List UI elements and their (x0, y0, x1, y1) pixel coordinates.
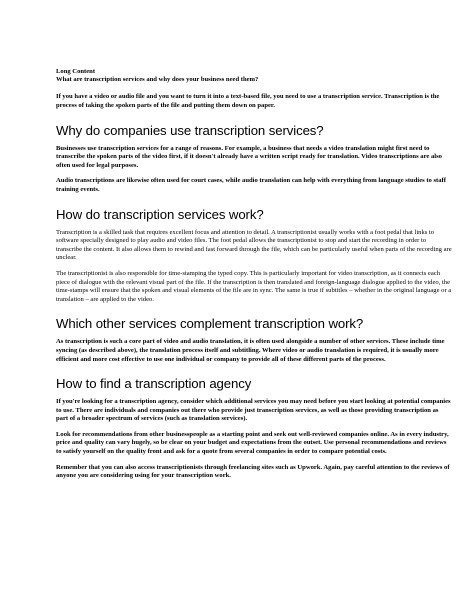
section-why-paragraph-2: Audio transcriptions are likewise often used for court cases, while audio translation can help with everything from language studies to staff training events. (56, 177, 446, 193)
section-why-paragraph-1: Businesses use transcription services for a range of reasons. For example, a business that needs a video translation might first need to transcribe the spoken parts of the video first, if it doesn't already have a written script ready for translation. Video transcriptions are also often used for legal purposes. (56, 144, 442, 169)
section-heading-complement: Which other services complement transcription work? (56, 316, 364, 332)
section-heading-how-work: How do transcription services work? (56, 206, 264, 222)
section-find-agency-paragraph-1: If you're looking for a transcription agency, consider which additional services you may need before you start looking at potential companies to use. There are individuals and companies out there who provide just transcription services, as well as those providing transcription as part of a broader spectrum of services (such as translation services). (56, 398, 451, 423)
section-how-work-paragraph-2: The transcriptionist is also responsible for time-stamping the typed copy. This is particularly important for video transcription, as it connects each piece of dialogue with the relevant visual part of the file. If the transcription is then translated and foreign-language dialogue applied to the video, the time-stamps will ensure that the spoken and visual elements of the file are in sync. The same is true if subtitles – whether in the original language or a translation – are applied to the video. (56, 269, 452, 303)
section-find-agency-paragraph-2: Look for recommendations from other businesspeople as a starting point and seek out well-reviewed companies online. As in every industry, price and quality can vary hugely, so be clear on your budget and expectations from the outset. Use personal recommendations and reviews to satisfy yourself on the quality front and ask for a quote from several companies in order to compare potential costs. (56, 430, 449, 456)
intro-paragraph: If you have a video or audio file and you want to turn it into a text-based file, you need to use a transcription service. Transcription is the process of taking the spoken parts of the file and putting them down on paper. (56, 93, 440, 109)
section-complement-paragraph-1: As transcription is such a core part of video and audio translation, it is often used alongside a number of other services. These include time syncing (as described above), the translation process itself and subtitling. Where video or audio translation is required, it is usually more efficient and more cost effective to use one individual or company to provide all of these different parts of the process. (56, 338, 445, 363)
section-find-agency-paragraph-3: Remember that you can also access transcriptionists through freelancing sites such as Upwork. Again, pay careful attention to the reviews of anyone you are considering using for your transcription work. (56, 463, 450, 480)
section-how-work-paragraph-1: Transcription is a skilled task that requires excellent focus and attention to detail. A transcriptionist usually works with a foot pedal that links to software specially designed to play audio and video files. The foot pedal allows the transcriptionist to stop and start the recording in order to transcribe the content. It also allows them to rewind and fast forward through the file, which can be particularly useful when parts of the recording are unclear. (56, 228, 452, 262)
section-heading-why: Why do companies use transcription services? (56, 122, 324, 138)
doc-label: Long Content (56, 68, 96, 75)
doc-subtitle: What are transcription services and why does your business need them? (56, 76, 259, 84)
section-heading-find-agency: How to find a transcription agency (56, 376, 252, 392)
